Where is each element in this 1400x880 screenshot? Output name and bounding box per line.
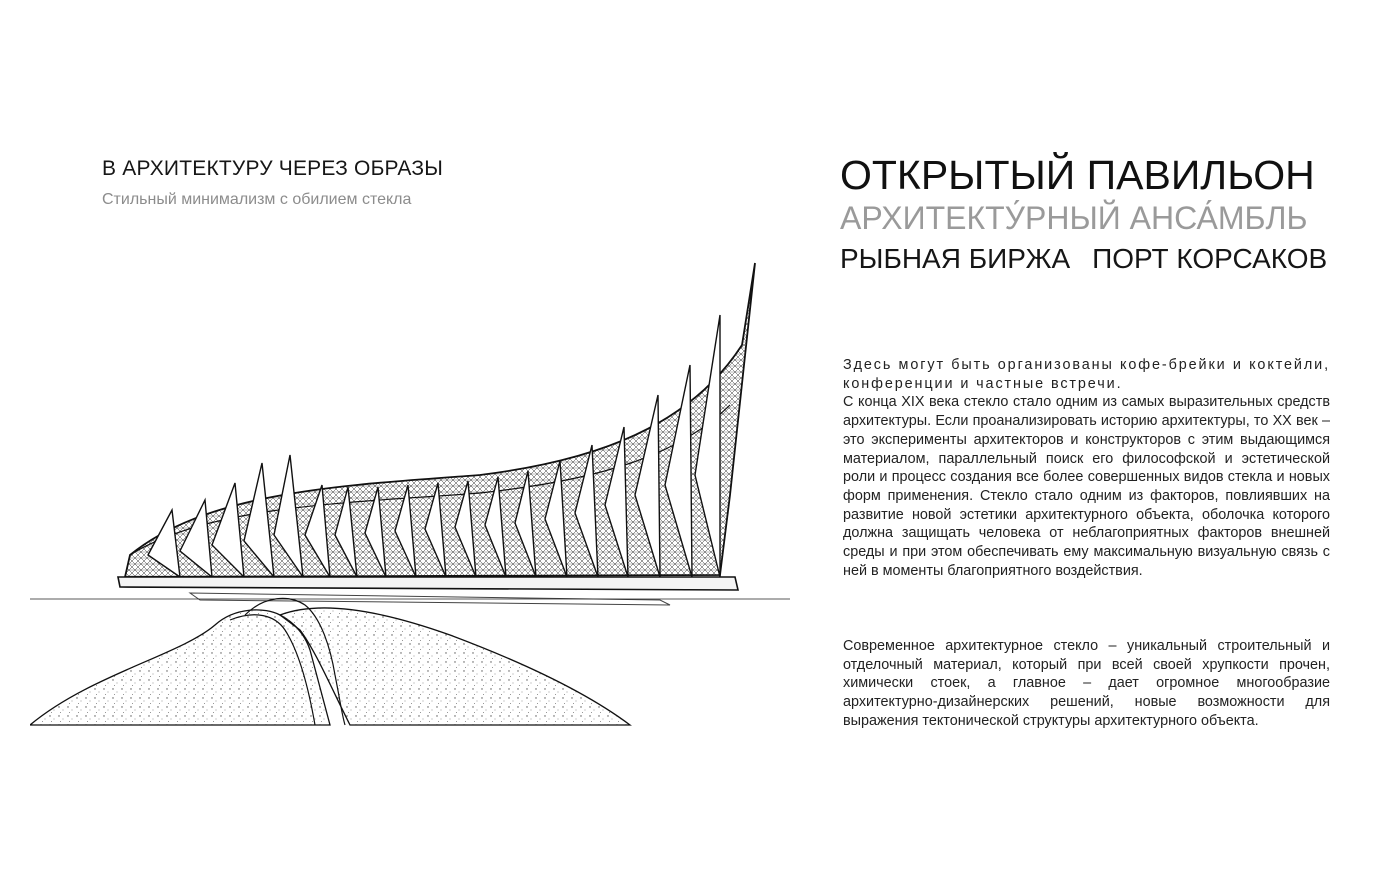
ground-paths — [30, 598, 630, 725]
location-fish-exchange: РЫБНАЯ БИРЖА — [840, 243, 1071, 274]
tagline: Стильный минимализм с обилием стекла — [102, 191, 412, 208]
page-title: ОТКРЫТЫЙ ПАВИЛЬОН — [840, 152, 1315, 198]
page-subtitle: АРХИТЕКТУ́РНЫЙ АНСА́МБЛЬ — [840, 200, 1308, 236]
kicker-heading: В АРХИТЕКТУРУ ЧЕРЕЗ ОБРАЗЫ — [102, 157, 444, 180]
left-header — [102, 156, 562, 209]
description-block-2 — [843, 637, 1330, 731]
right-header — [840, 150, 1340, 276]
location-port: ПОРТ КОРСАКОВ — [1092, 243, 1328, 274]
history-paragraph: С конца XIX века стекло стало одним из самых выразительных средств архитектуры. Если проанализировать историю архитектуры, то XX век – это эксперименты архитекторов и конструкторов с этим выдающимся материалом, параллельный поиск его философской и эстетической роли и процесс создания все более совершенных видов стекла и новых форм применения. Стекло стало одним из факторов, повлиявших на развитие новой эстетики архитектурного объекта, оболочка которого должна защищать человека от неблагоприятных факторов внешней среды и при этом обеспечивать ему максимальную визуальную связь с ней в моменты благоприятного воздействия. — [843, 394, 1330, 579]
pavilion-sketch — [30, 255, 790, 730]
intro-text: Здесь могут быть организованы кофе-брейки и коктейли, конференции и частные встречи. — [843, 357, 1330, 392]
material-paragraph: Современное архитектурное стекло – уникальный строительный и отделочный материал, который при всей своей хрупкости прочен, химически стоек, а главное – дает огромное многообразие архитектурно-дизайнерских решений, новые возможности для выражения тектонической структуры архитектурного объекта. — [843, 638, 1330, 729]
podium — [30, 577, 790, 605]
location-line — [840, 242, 1340, 276]
description-block-1 — [843, 356, 1330, 580]
